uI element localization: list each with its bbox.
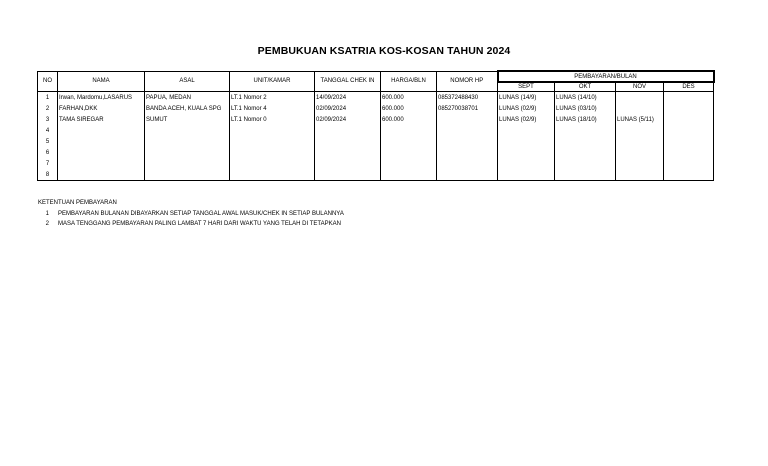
cell-no: 7 (38, 158, 58, 169)
cell-asal (145, 169, 230, 181)
cell-nov (616, 103, 664, 114)
cell-nama (58, 136, 145, 147)
header-asal: ASAL (145, 71, 230, 92)
cell-nama: FARHAN,DKK (58, 103, 145, 114)
cell-nama (58, 158, 145, 169)
header-month-des: DES (664, 82, 714, 92)
cell-okt (555, 136, 616, 147)
header-nama: NAMA (58, 71, 145, 92)
table-row (38, 136, 714, 147)
table-row (38, 169, 714, 181)
cell-sept: LUNAS (02/9) (498, 103, 555, 114)
cell-des (664, 114, 714, 125)
cell-no: 2 (38, 103, 58, 114)
cell-tanggal (315, 136, 381, 147)
cell-hp (437, 158, 498, 169)
cell-nov (616, 136, 664, 147)
cell-hp (437, 136, 498, 147)
cell-sept (498, 169, 555, 181)
cell-tanggal (315, 147, 381, 158)
payment-term-number: 2 (45, 221, 49, 227)
cell-sept: LUNAS (14/9) (498, 92, 555, 104)
cell-sept (498, 158, 555, 169)
table-row (38, 147, 714, 158)
cell-tanggal: 02/09/2024 (315, 103, 381, 114)
table-row (38, 158, 714, 169)
cell-hp (437, 169, 498, 181)
cell-unit: LT.1 Nomor 4 (230, 103, 315, 114)
header-tanggal: TANGGAL CHEK IN (315, 71, 381, 92)
cell-nov (616, 125, 664, 136)
payment-term-item (38, 209, 344, 219)
cell-nama (58, 147, 145, 158)
cell-nov (616, 158, 664, 169)
cell-asal (145, 136, 230, 147)
header-nomor-hp: NOMOR HP (437, 71, 498, 92)
cell-unit (230, 136, 315, 147)
cell-nov: LUNAS (5/11) (616, 114, 664, 125)
cell-hp (437, 125, 498, 136)
cell-okt (555, 169, 616, 181)
table-row (38, 92, 714, 104)
cell-hp (437, 114, 498, 125)
cell-des (664, 147, 714, 158)
cell-des (664, 169, 714, 181)
cell-hp: 085372488430 (437, 92, 498, 104)
cell-tanggal (315, 125, 381, 136)
cell-asal (145, 147, 230, 158)
payment-term-item (38, 219, 344, 229)
cell-nama (58, 125, 145, 136)
cell-unit: LT.1 Nomor 2 (230, 92, 315, 104)
cell-des (664, 158, 714, 169)
header-unit: UNIT/KAMAR (230, 71, 315, 92)
cell-no: 8 (38, 169, 58, 181)
cell-sept (498, 147, 555, 158)
cell-sept: LUNAS (02/9) (498, 114, 555, 125)
cell-nov (616, 169, 664, 181)
cell-asal: BANDA ACEH, KUALA SPG (145, 103, 230, 114)
cell-sept (498, 125, 555, 136)
cell-nama: Irwan, Mardomu,LASARUS (58, 92, 145, 104)
cell-no: 4 (38, 125, 58, 136)
cell-no: 6 (38, 147, 58, 158)
cell-des (664, 125, 714, 136)
cell-unit (230, 147, 315, 158)
cell-harga (381, 169, 437, 181)
cell-asal: SUMUT (145, 114, 230, 125)
cell-asal (145, 125, 230, 136)
cell-unit (230, 169, 315, 181)
cell-asal: PAPUA, MEDAN (145, 92, 230, 104)
cell-nov (616, 92, 664, 104)
header-no: NO (38, 71, 58, 92)
cell-no: 5 (38, 136, 58, 147)
cell-okt (555, 125, 616, 136)
table-row (38, 125, 714, 136)
cell-sept (498, 136, 555, 147)
page-title: PEMBUKUAN KSATRIA KOS-KOSAN TAHUN 2024 (257, 45, 511, 57)
cell-unit (230, 158, 315, 169)
cell-des (664, 136, 714, 147)
cell-tanggal: 02/09/2024 (315, 114, 381, 125)
cell-harga: 600.000 (381, 114, 437, 125)
table-body (38, 92, 714, 181)
header-pembayaran: PEMBAYARAN/BULAN (498, 71, 714, 82)
payment-terms (38, 200, 344, 229)
cell-tanggal (315, 169, 381, 181)
bookkeeping-table (37, 70, 715, 181)
cell-harga: 600.000 (381, 103, 437, 114)
cell-des (664, 92, 714, 104)
cell-harga (381, 125, 437, 136)
cell-nov (616, 147, 664, 158)
cell-tanggal (315, 158, 381, 169)
cell-asal (145, 158, 230, 169)
cell-des (664, 103, 714, 114)
cell-nama: TAMA SIREGAR (58, 114, 145, 125)
payment-term-text: MASA TENGGANG PEMBAYARAN PALING LAMBAT 7 HARI DARI WAKTU YANG TELAH DI TETAPKAN (58, 221, 341, 227)
payment-term-number: 1 (45, 211, 49, 217)
cell-tanggal: 14/09/2024 (315, 92, 381, 104)
table-row (38, 103, 714, 114)
table-row (38, 114, 714, 125)
header-month-nov: NOV (616, 82, 664, 92)
cell-harga: 600.000 (381, 92, 437, 104)
cell-unit (230, 125, 315, 136)
cell-okt (555, 147, 616, 158)
header-month-sept: SEPT (498, 82, 555, 92)
cell-okt (555, 158, 616, 169)
cell-okt: LUNAS (03/10) (555, 103, 616, 114)
payment-terms-heading: KETENTUAN PEMBAYARAN (38, 200, 117, 206)
payment-term-text: PEMBAYARAN BULANAN DIBAYARKAN SETIAP TANGGAL AWAL MASUK/CHEK IN SETIAP BULANNYA (58, 211, 344, 217)
header-harga: HARGA/BLN (381, 71, 437, 92)
cell-harga (381, 158, 437, 169)
cell-hp: 085270038701 (437, 103, 498, 114)
cell-okt: LUNAS (14/10) (555, 92, 616, 104)
cell-unit: LT.1 Nomor 0 (230, 114, 315, 125)
cell-nama (58, 169, 145, 181)
cell-hp (437, 147, 498, 158)
cell-no: 1 (38, 92, 58, 104)
cell-no: 3 (38, 114, 58, 125)
cell-okt: LUNAS (18/10) (555, 114, 616, 125)
header-month-okt: OKT (555, 82, 616, 92)
cell-harga (381, 136, 437, 147)
cell-harga (381, 147, 437, 158)
